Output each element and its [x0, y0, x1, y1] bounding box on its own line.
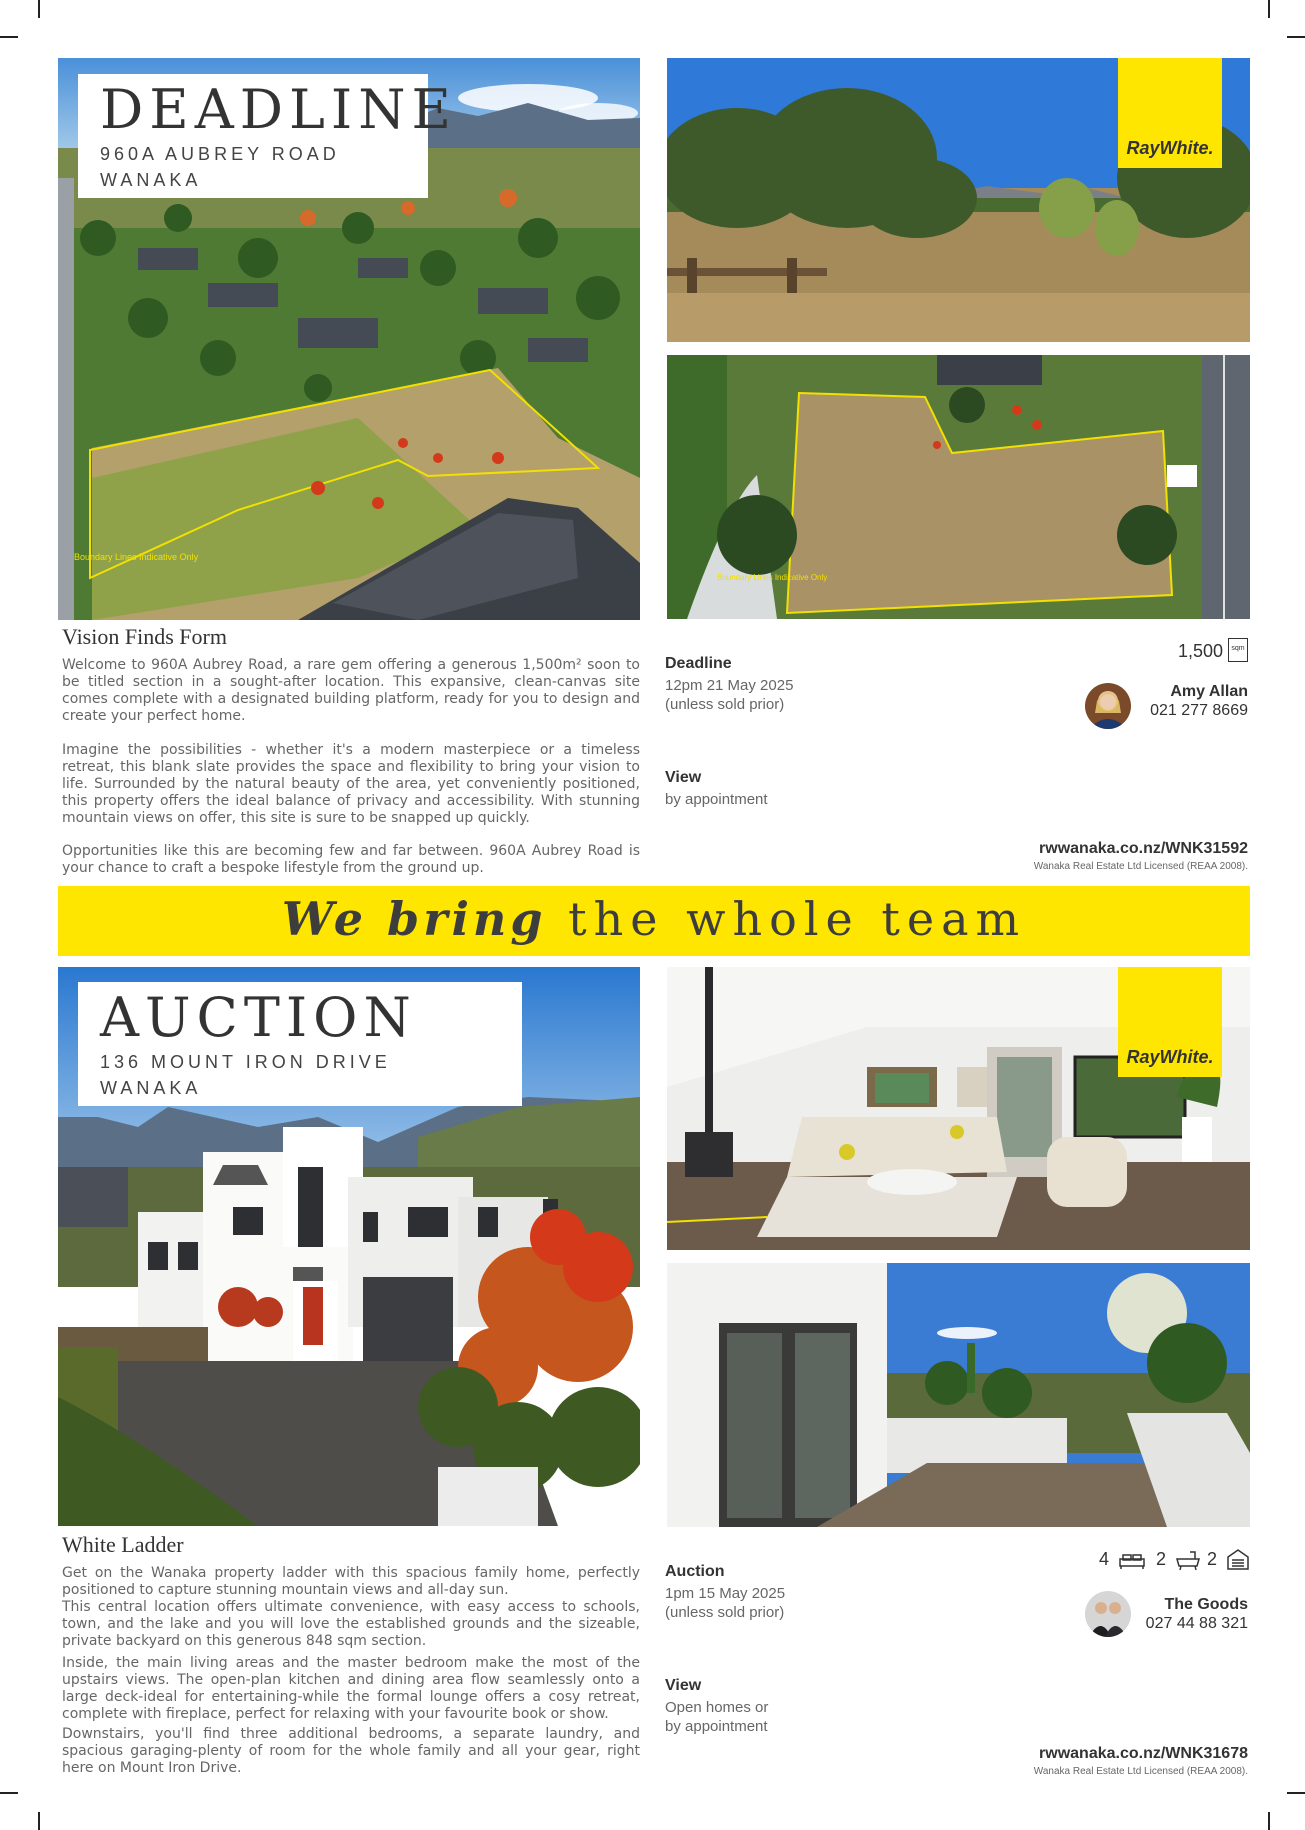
listing-url[interactable]: rwwanaka.co.nz/WNK31678	[1039, 1745, 1248, 1762]
sale-method-label: Auction	[665, 1563, 725, 1580]
listing-heading: White Ladder	[62, 1532, 184, 1557]
garages-count: 2	[1207, 1549, 1218, 1569]
headline-box	[78, 982, 522, 1106]
description-paragraph: Opportunities like this are becoming few and far between. 960A Aubrey Road is your chance to craft a bespoke lifestyle from the ground up.	[62, 843, 640, 876]
crop-mark	[38, 1812, 40, 1830]
headline: AUCTION	[100, 986, 417, 1049]
brand-label: RayWhite.	[1126, 138, 1214, 158]
sale-time: 1pm 15 May 2025	[665, 1585, 786, 1602]
licence-note: Wanaka Real Estate Ltd Licensed (REAA 2008).	[1033, 1766, 1248, 1777]
address-line-2: WANAKA	[100, 1078, 202, 1098]
bedrooms-count: 4	[1099, 1549, 1110, 1569]
crop-mark	[0, 36, 18, 38]
area-value: 1,500	[1177, 641, 1223, 661]
agent-name: Amy Allan	[1170, 683, 1248, 700]
description-paragraph: Inside, the main living areas and the master bedroom make the most of the upstairs views. The open-plan kitchen and dining area flow seamlessly onto a large deck-ideal for entertaining-while the formal lounge offers a cosy retreat, complete with fireplace, perfect for relaxing with your favourite book or show.	[62, 1655, 640, 1722]
crop-mark	[0, 1792, 18, 1794]
description-paragraph: This central location offers ultimate convenience, with easy access to schools, town, and the lake and you will love the established grounds and the sizeable, private backyard on this generous 848 sqm section.	[62, 1599, 640, 1649]
crop-mark	[1287, 36, 1305, 38]
view-value: by appointment	[665, 1718, 768, 1735]
bath-icon	[1175, 1549, 1201, 1571]
sale-note: (unless sold prior)	[665, 1604, 785, 1621]
banner-text	[58, 892, 1250, 946]
view-value: by appointment	[665, 791, 768, 808]
ray-white-logo	[1118, 967, 1222, 1077]
deck-photo-136	[667, 1263, 1250, 1527]
description-paragraph: Welcome to 960A Aubrey Road, a rare gem offering a generous 1,500m² soon to be titled section in a sought-after location. This expansive, clean-canvas site comes complete with a designated building platform, ready for you to design and create your perfect home.	[62, 657, 640, 724]
banner-emphasis: We bring	[281, 892, 547, 946]
overhead-photo-960a	[667, 355, 1250, 619]
sale-time: 12pm 21 May 2025	[665, 677, 794, 694]
crop-mark	[38, 0, 40, 18]
land-area	[1178, 641, 1223, 662]
agent-phone[interactable]: 027 44 88 321	[1145, 1615, 1248, 1632]
description-paragraph: Imagine the possibilities - whether it's a modern masterpiece or a timeless retreat, this blank slate provides the space and flexibility to bring your vision to life. Surrounded by the natural beauty of the area, yet conveniently positioned, this property offers the ideal balance of privacy and accessibility. With stunning mountain views on offer, this site is sure to be snapped up quickly.	[62, 742, 640, 826]
garage-icon	[1226, 1548, 1250, 1570]
team-banner	[58, 886, 1250, 956]
agent-phone[interactable]: 021 277 8669	[1150, 702, 1248, 719]
boundary-note-2: Boundary Lines Indicative Only	[717, 573, 828, 582]
agent-photo-amy-allan	[1085, 683, 1131, 729]
area-unit: sqm	[1231, 645, 1245, 652]
crop-mark	[1287, 1792, 1305, 1794]
ray-white-logo	[1118, 58, 1222, 168]
brand-label: RayWhite.	[1126, 1047, 1214, 1067]
headline: DEADLINE	[100, 78, 457, 141]
address-line-1: 136 MOUNT IRON DRIVE	[100, 1052, 391, 1072]
description-paragraph: Get on the Wanaka property ladder with this spacious family home, perfectly positioned to capture stunning mountain views and all-day sun.	[62, 1565, 640, 1598]
headline-box	[78, 74, 457, 198]
crop-mark	[1268, 1812, 1270, 1830]
bed-icon	[1118, 1551, 1146, 1571]
address-line-2: WANAKA	[100, 170, 202, 190]
description-paragraph: Downstairs, you'll find three additional bedrooms, a separate laundry, and spacious garaging-plenty of room for the whole family and all your gear, right here on Mount Iron Drive.	[62, 1726, 640, 1776]
listing-heading: Vision Finds Form	[62, 624, 227, 649]
crop-mark	[1268, 0, 1270, 18]
view-value: Open homes or	[665, 1699, 769, 1716]
agent-photo-the-goods	[1085, 1591, 1131, 1637]
listing-url[interactable]: rwwanaka.co.nz/WNK31592	[1039, 840, 1248, 857]
licence-note: Wanaka Real Estate Ltd Licensed (REAA 2008).	[1033, 861, 1248, 872]
view-label: View	[665, 769, 702, 786]
boundary-note: Boundary Lines Indicative Only	[74, 552, 199, 562]
view-label: View	[665, 1677, 702, 1694]
bathrooms-count: 2	[1156, 1549, 1167, 1569]
agent-name: The Goods	[1164, 1596, 1248, 1613]
sale-note: (unless sold prior)	[665, 696, 785, 713]
sqm-icon	[1228, 638, 1248, 662]
address-line-1: 960A AUBREY ROAD	[100, 144, 340, 164]
banner-rest: the whole team	[546, 892, 1027, 946]
sale-method-label: Deadline	[665, 655, 732, 672]
